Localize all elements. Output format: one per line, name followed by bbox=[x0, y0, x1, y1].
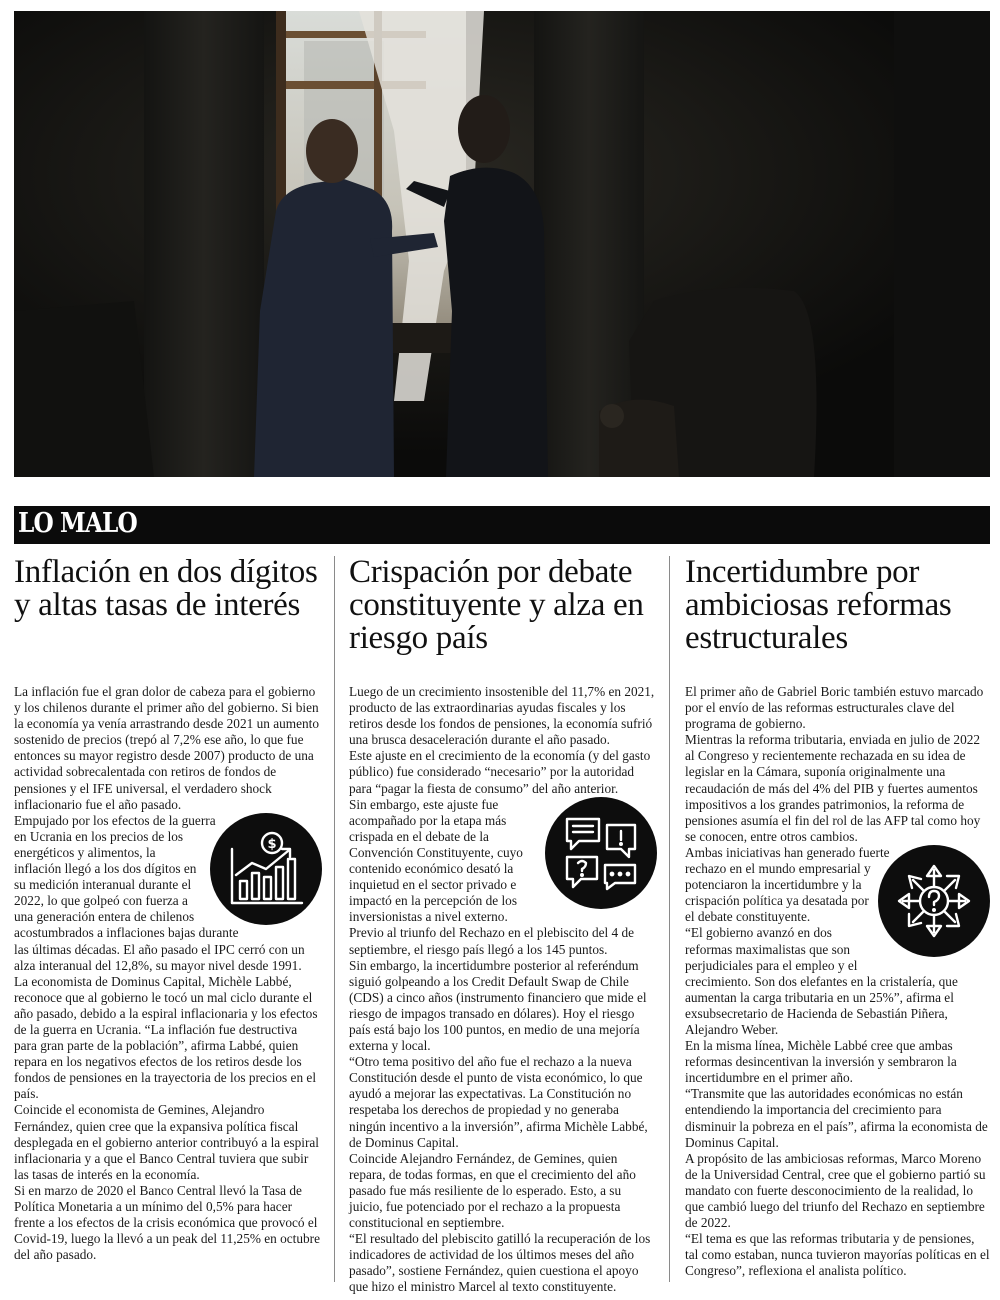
paragraph: Coincide el economista de Gemines, Alejandro Fernández, quien cree que la expansiva política fiscal desplegada en el gobierno anterior contribuyó a la espiral inflacionaria y a que el Banco Central tuviera que subir las tasas de interés en la economía. bbox=[14, 1102, 319, 1182]
article-body bbox=[14, 684, 322, 1263]
paragraph: Si en marzo de 2020 el Banco Central llevó la Tasa de Política Monetaria a un mínimo del 0,5% para hacer frente a los efectos de la crisis económica que provocó el Covid-19, luego la llevó a un peak del 11,25% en octubre del año pasado. bbox=[14, 1182, 320, 1263]
svg-text:$: $ bbox=[267, 836, 277, 852]
paragraph: Previo al triunfo del Rechazo en el plebiscito del 4 de septiembre, el riesgo país llegó a los 145 puntos. bbox=[349, 925, 635, 957]
headline: Inflación en dos dígitos y altas tasas de interés bbox=[14, 554, 318, 623]
paragraph: Sin embargo, este ajuste fue acompañado por la etapa más crispada en el debate de la Convención Constituyente, cuyo contenido económico desató la inquietud en el sector privado e impactó en la percepción de los inversionistas a nivel externo. bbox=[349, 797, 657, 926]
paragraph: La inflación fue el gran dolor de cabeza para el gobierno y los chilenos durante el primer año del gobierno. Si bien la economía ya venía arrastrando desde 2021 un aumento sostenido de precios (trepó al 7,2% ese año, lo que fue entonces su mayor registro desde 2007) producto de una actividad sobrecalentada con retiros de fondos de pensiones y el IFE universal, el verdadero shock inflacionario fue el año pasado. bbox=[14, 684, 319, 812]
paragraph: A propósito de las ambiciosas reformas, Marco Moreno de la Universidad Central, cree que el gobierno partió su mandato con fuerte desconocimiento de la realidad, lo que cambió luego del triunfo del Rechazo en septiembre de 2022. bbox=[685, 1150, 986, 1231]
paragraph: “El resultado del plebiscito gatilló la recuperación de los indicadores de actividad de los últimos meses del año pasado”, sostiene Fernández, quien cuestiona el apoyo que hizo el ministro Marcel al texto constituyente. bbox=[349, 1231, 651, 1295]
speech-bubbles-icon bbox=[545, 797, 657, 909]
paragraph: “Transmite que las autoridades económicas no están entendiendo la importancia del crecimiento para disminuir la pobreza en el país”, afirma la economista de Dominus Capital. bbox=[685, 1086, 988, 1150]
paragraph: $ Empujado por los efectos de la guerra en Ucrania en los precios de los energéticos y alimentos, la inflación llegó a los dos dígitos en su medición interanual durante el 2022, lo que golpeó con fuerza a una generación entera de chilenos acostumbrados a inflaciones bajas durante las últimas décadas. El año pasado el IPC cerró con un alza interanual del 12,8%, su mayor nivel desde 1991. bbox=[14, 813, 322, 974]
question-arrows-icon bbox=[878, 845, 990, 957]
paragraph: “El gobierno avanzó en dos reformas maximalistas que son perjudiciales para el empleo y el crecimiento. Son dos elefantes en la cristalería, que aumentan la carga tributaria en un 25%”, afirma el exsubsecretario de Hacienda de Sebastián Piñera, Alejandro Weber. bbox=[685, 925, 958, 1037]
money-growth-chart-icon bbox=[210, 813, 322, 925]
headline: Incertidumbre por ambiciosas reformas estructurales bbox=[685, 554, 952, 656]
article-column-inflation bbox=[14, 556, 322, 1286]
article-column-incertidumbre bbox=[685, 556, 990, 1286]
article-body bbox=[349, 684, 657, 1296]
article-column-crispacion bbox=[349, 554, 657, 1295]
paragraph: La economista de Dominus Capital, Michèle Labbé, reconoce que al gobierno le tocó un mal ciclo durante el año pasado, debido a la espiral inflacionaria y los efectos de la guerra en Ucrania. “La inflación fue destructiva para gran parte de la población”, afirma Labbé, quien repara en los negativos efectos de los retiros desde los fondos de pensiones en la trayectoria de los precios en el país. bbox=[14, 973, 318, 1102]
paragraph: El primer año de Gabriel Boric también estuvo marcado por el envío de las reformas estructurales clave del programa de gobierno. bbox=[685, 684, 984, 732]
section-label: LO MALO bbox=[18, 508, 137, 539]
header-photo bbox=[14, 11, 990, 477]
paragraph: Luego de un crecimiento insostenible del 11,7% en 2021, producto de las extraordinarias ayudas fiscales y los retiros desde los fondos de pensiones, la economía sufrió una brusca desaceleración durante el año pasado. bbox=[349, 684, 655, 748]
headline: Crispación por debate constituyente y alza en riesgo país bbox=[349, 554, 644, 656]
paragraph: Coincide Alejandro Fernández, de Gemines, quien repara, de todas formas, en que el crecimiento del año pasado fue más resiliente de lo esperado. Esto, a su juicio, fue potenciado por el rechazo a la propuesta constitucional en septiembre. bbox=[349, 1150, 636, 1231]
paragraph: Ambas iniciativas han generado fuerte rechazo en el mundo empresarial y potenciaron la incertidumbre y la crispación política ya desatada por el debate constituyente. bbox=[685, 845, 990, 925]
paragraph: Mientras la reforma tributaria, enviada en julio de 2022 al Congreso y recientemente rechazada en su idea de legislar en la Cámara, suponía originalmente una recaudación de más del 4% del PIB y fuertes aumentos impositivos a los grandes patrimonios, la reforma de pensiones asumía el fin del rol de las AFP tal como hoy se conocen, entre otros cambios. bbox=[685, 732, 981, 844]
paragraph: Este ajuste en el crecimiento de la economía (y del gasto público) fue considerado “necesario” por la autoridad para “pagar la fiesta de consumo” del año anterior. bbox=[349, 748, 651, 796]
paragraph: “Otro tema positivo del año fue el rechazo a la nueva Constitución desde el punto de vista económico, lo que ayudó a mejorar las expectativas. La Constitución no respetaba los derechos de propiedad y no generaba ningún incentivo a la inversión”, afirma Michèle Labbé, de Dominus Capital. bbox=[349, 1054, 648, 1150]
column-divider bbox=[334, 556, 335, 1282]
paragraph: En la misma línea, Michèle Labbé cree que ambas reformas desincentivan la inversión y sembraron la incertidumbre en el primer año. bbox=[685, 1038, 957, 1086]
paragraph: “El tema es que las reformas tributaria y de pensiones, tal como estaban, nunca tuvieron mayorías políticas en el Congreso”, reflexiona el analista político. bbox=[685, 1231, 990, 1279]
article-body bbox=[685, 684, 990, 1279]
column-divider bbox=[669, 556, 670, 1282]
section-bar bbox=[14, 506, 990, 544]
paragraph: Sin embargo, la incertidumbre posterior al referéndum siguió golpeando a los Credit Default Swap de Chile (CDS) a cinco años (instrumento financiero que mide el riesgo de impagos transado en dólares). Hoy el riesgo país está bajo los 100 puntos, en medio de una mejoría externa y local. bbox=[349, 957, 647, 1054]
